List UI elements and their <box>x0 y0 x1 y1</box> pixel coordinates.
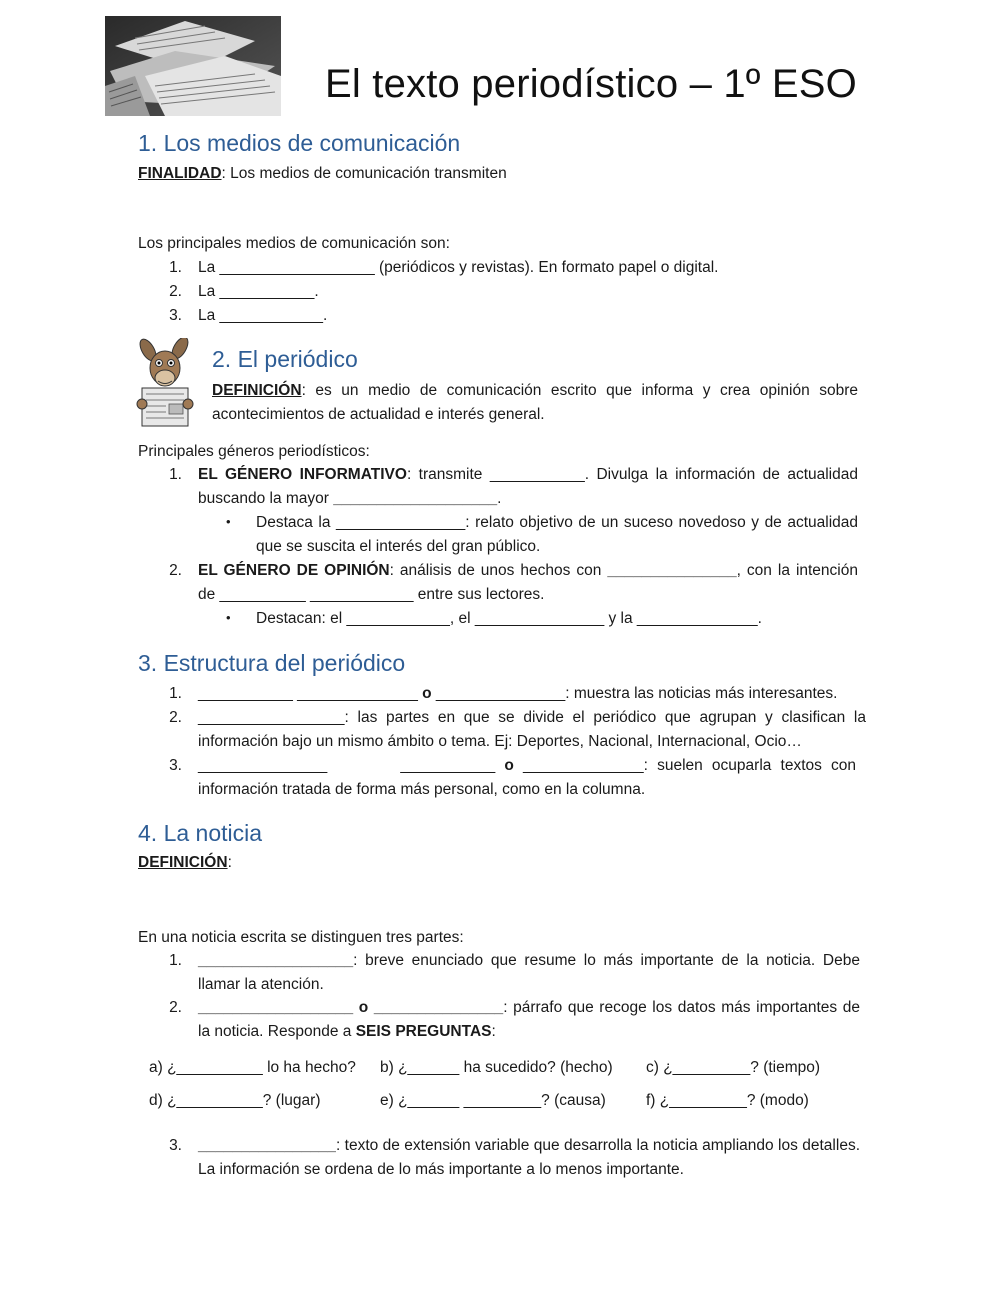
estructura-item-1 <box>198 682 837 706</box>
list-number: 2. <box>169 999 182 1016</box>
noticia-parte-text: : breve enunciado que resume lo más importante de la noticia. Debe llamar la atención. <box>198 952 860 993</box>
estructura-item-text: : las partes en que se divide el periódico que agrupan y clasifican la información bajo un mismo ámbito o tema. Ej: Deportes, Nacional, Internacional, Ocio… <box>198 709 866 750</box>
seis-preguntas: SEIS PREGUNTAS <box>355 1023 492 1040</box>
genero-informativo-label: EL GÉNERO INFORMATIVO <box>198 466 407 483</box>
noticia-intro: En una noticia escrita se distinguen tres partes: <box>138 929 464 946</box>
noticia-parte-3 <box>198 1134 860 1182</box>
genero-informativo-bullet: Destaca la _______________: relato objetivo de un suceso novedoso y de actualidad que se suscita el interés del gran público. <box>256 514 858 555</box>
blank-field: __________________ <box>198 952 354 969</box>
section-heading-noticia: 4. La noticia <box>138 820 263 846</box>
or-word: o <box>353 999 374 1016</box>
finalidad-text: : Los medios de comunicación transmiten <box>221 165 507 182</box>
list-number: 3. <box>169 1137 182 1154</box>
question-item: b) ¿______ ha sucedido? (hecho) <box>380 1059 613 1076</box>
section-heading-periodico: 2. El periódico <box>212 346 358 372</box>
finalidad-line <box>138 162 507 186</box>
question-item: e) ¿______ _________? (causa) <box>380 1092 606 1109</box>
list-number: 1. <box>169 685 182 702</box>
noticia-parte-1 <box>198 949 860 997</box>
definicion-label: DEFINICIÓN <box>212 382 302 399</box>
newspaper-photo-icon <box>105 16 281 116</box>
medio-item-text: La __________________ (periódicos y revistas). En formato papel o digital. <box>198 259 719 276</box>
genero-informativo-text: : transmite ___________. Divulga la información de actualidad <box>406 466 858 483</box>
noticia-definicion-line <box>138 851 232 875</box>
genero-informativo-text: buscando la mayor <box>198 490 334 507</box>
or-word: o <box>504 757 514 774</box>
blank-field: ___________________ <box>333 490 498 507</box>
noticia-parte-text: : texto de extensión variable que desarrolla la noticia ampliando los detalles. La información se ordena de lo más importante a lo menos importante. <box>198 1137 860 1178</box>
question-item: a) ¿__________ lo ha hecho? <box>149 1059 356 1076</box>
definicion-text: : es un medio de comunicación escrito que informa y crea opinión sobre acontecimientos de actualidad e interés general. <box>212 382 858 423</box>
genero-opinion-text: , con la intención <box>736 562 858 579</box>
medio-item-text: La ___________. <box>198 283 319 300</box>
section-heading-medios: 1. Los medios de comunicación <box>138 130 461 156</box>
blank-field: _______________ ___________ <box>198 757 505 774</box>
estructura-item-2 <box>198 706 866 754</box>
section-heading-estructura: 3. Estructura del periódico <box>138 650 406 676</box>
genero-opinion-bullet: Destacan: el ____________, el _______________ y la ______________. <box>256 610 762 627</box>
medio-item-text: La ____________. <box>198 307 328 324</box>
or-word: o <box>422 685 432 702</box>
generos-intro: Principales géneros periodísticos: <box>138 443 370 460</box>
blank-field: _________________ <box>198 709 345 726</box>
blank-field: ______________ <box>513 757 644 774</box>
noticia-parte-2 <box>198 996 860 1044</box>
list-number: 1. <box>169 259 182 276</box>
list-number: 1. <box>169 952 182 969</box>
medios-intro: Los principales medios de comunicación son: <box>138 235 450 252</box>
punctuation: . <box>497 490 502 507</box>
page-title: El texto periodístico – 1º ESO <box>325 62 857 106</box>
question-item: c) ¿_________? (tiempo) <box>646 1059 821 1076</box>
list-number: 2. <box>169 283 182 300</box>
definicion-colon: : <box>227 854 232 871</box>
blank-field: ___________ ______________ <box>198 685 423 702</box>
punctuation: : <box>491 1023 496 1040</box>
question-item: f) ¿_________? (modo) <box>646 1092 809 1109</box>
estructura-item-text: : suelen ocuparla textos con información tratada de forma más personal, como en la columna. <box>198 757 857 798</box>
genero-opinion-label: EL GÉNERO DE OPINIÓN <box>198 562 390 579</box>
list-number: 3. <box>169 307 182 324</box>
list-number: 2. <box>169 709 182 726</box>
genero-informativo-line2 <box>198 487 501 511</box>
bullet-dot-icon: • <box>226 610 231 625</box>
finalidad-label: FINALIDAD <box>138 165 222 182</box>
genero-opinion-line1 <box>198 559 858 583</box>
blank-field: _______________ <box>373 999 504 1016</box>
blank-field: _______________ <box>607 562 737 579</box>
blank-field: __________________ <box>198 999 354 1016</box>
list-number: 2. <box>169 562 182 579</box>
estructura-item-3 <box>198 754 856 802</box>
genero-opinion-line2: de __________ ____________ entre sus lectores. <box>198 586 545 603</box>
bullet-dot-icon: • <box>226 514 231 529</box>
list-number: 3. <box>169 757 182 774</box>
question-item: d) ¿__________? (lugar) <box>149 1092 321 1109</box>
estructura-item-text: _______________: muestra las noticias más interesantes. <box>431 685 838 702</box>
noticia-parte-text: : párrafo que recoge los datos más importantes de la noticia. Responde a <box>198 999 860 1040</box>
genero-opinion-text: : análisis de unos hechos con <box>389 562 608 579</box>
blank-field: ________________ <box>198 1137 336 1154</box>
donkey-reading-newspaper-icon <box>136 338 194 428</box>
definicion-label: DEFINICIÓN <box>138 854 228 871</box>
genero-informativo-line1 <box>198 463 858 487</box>
list-number: 1. <box>169 466 182 483</box>
periodico-definition <box>212 379 858 427</box>
